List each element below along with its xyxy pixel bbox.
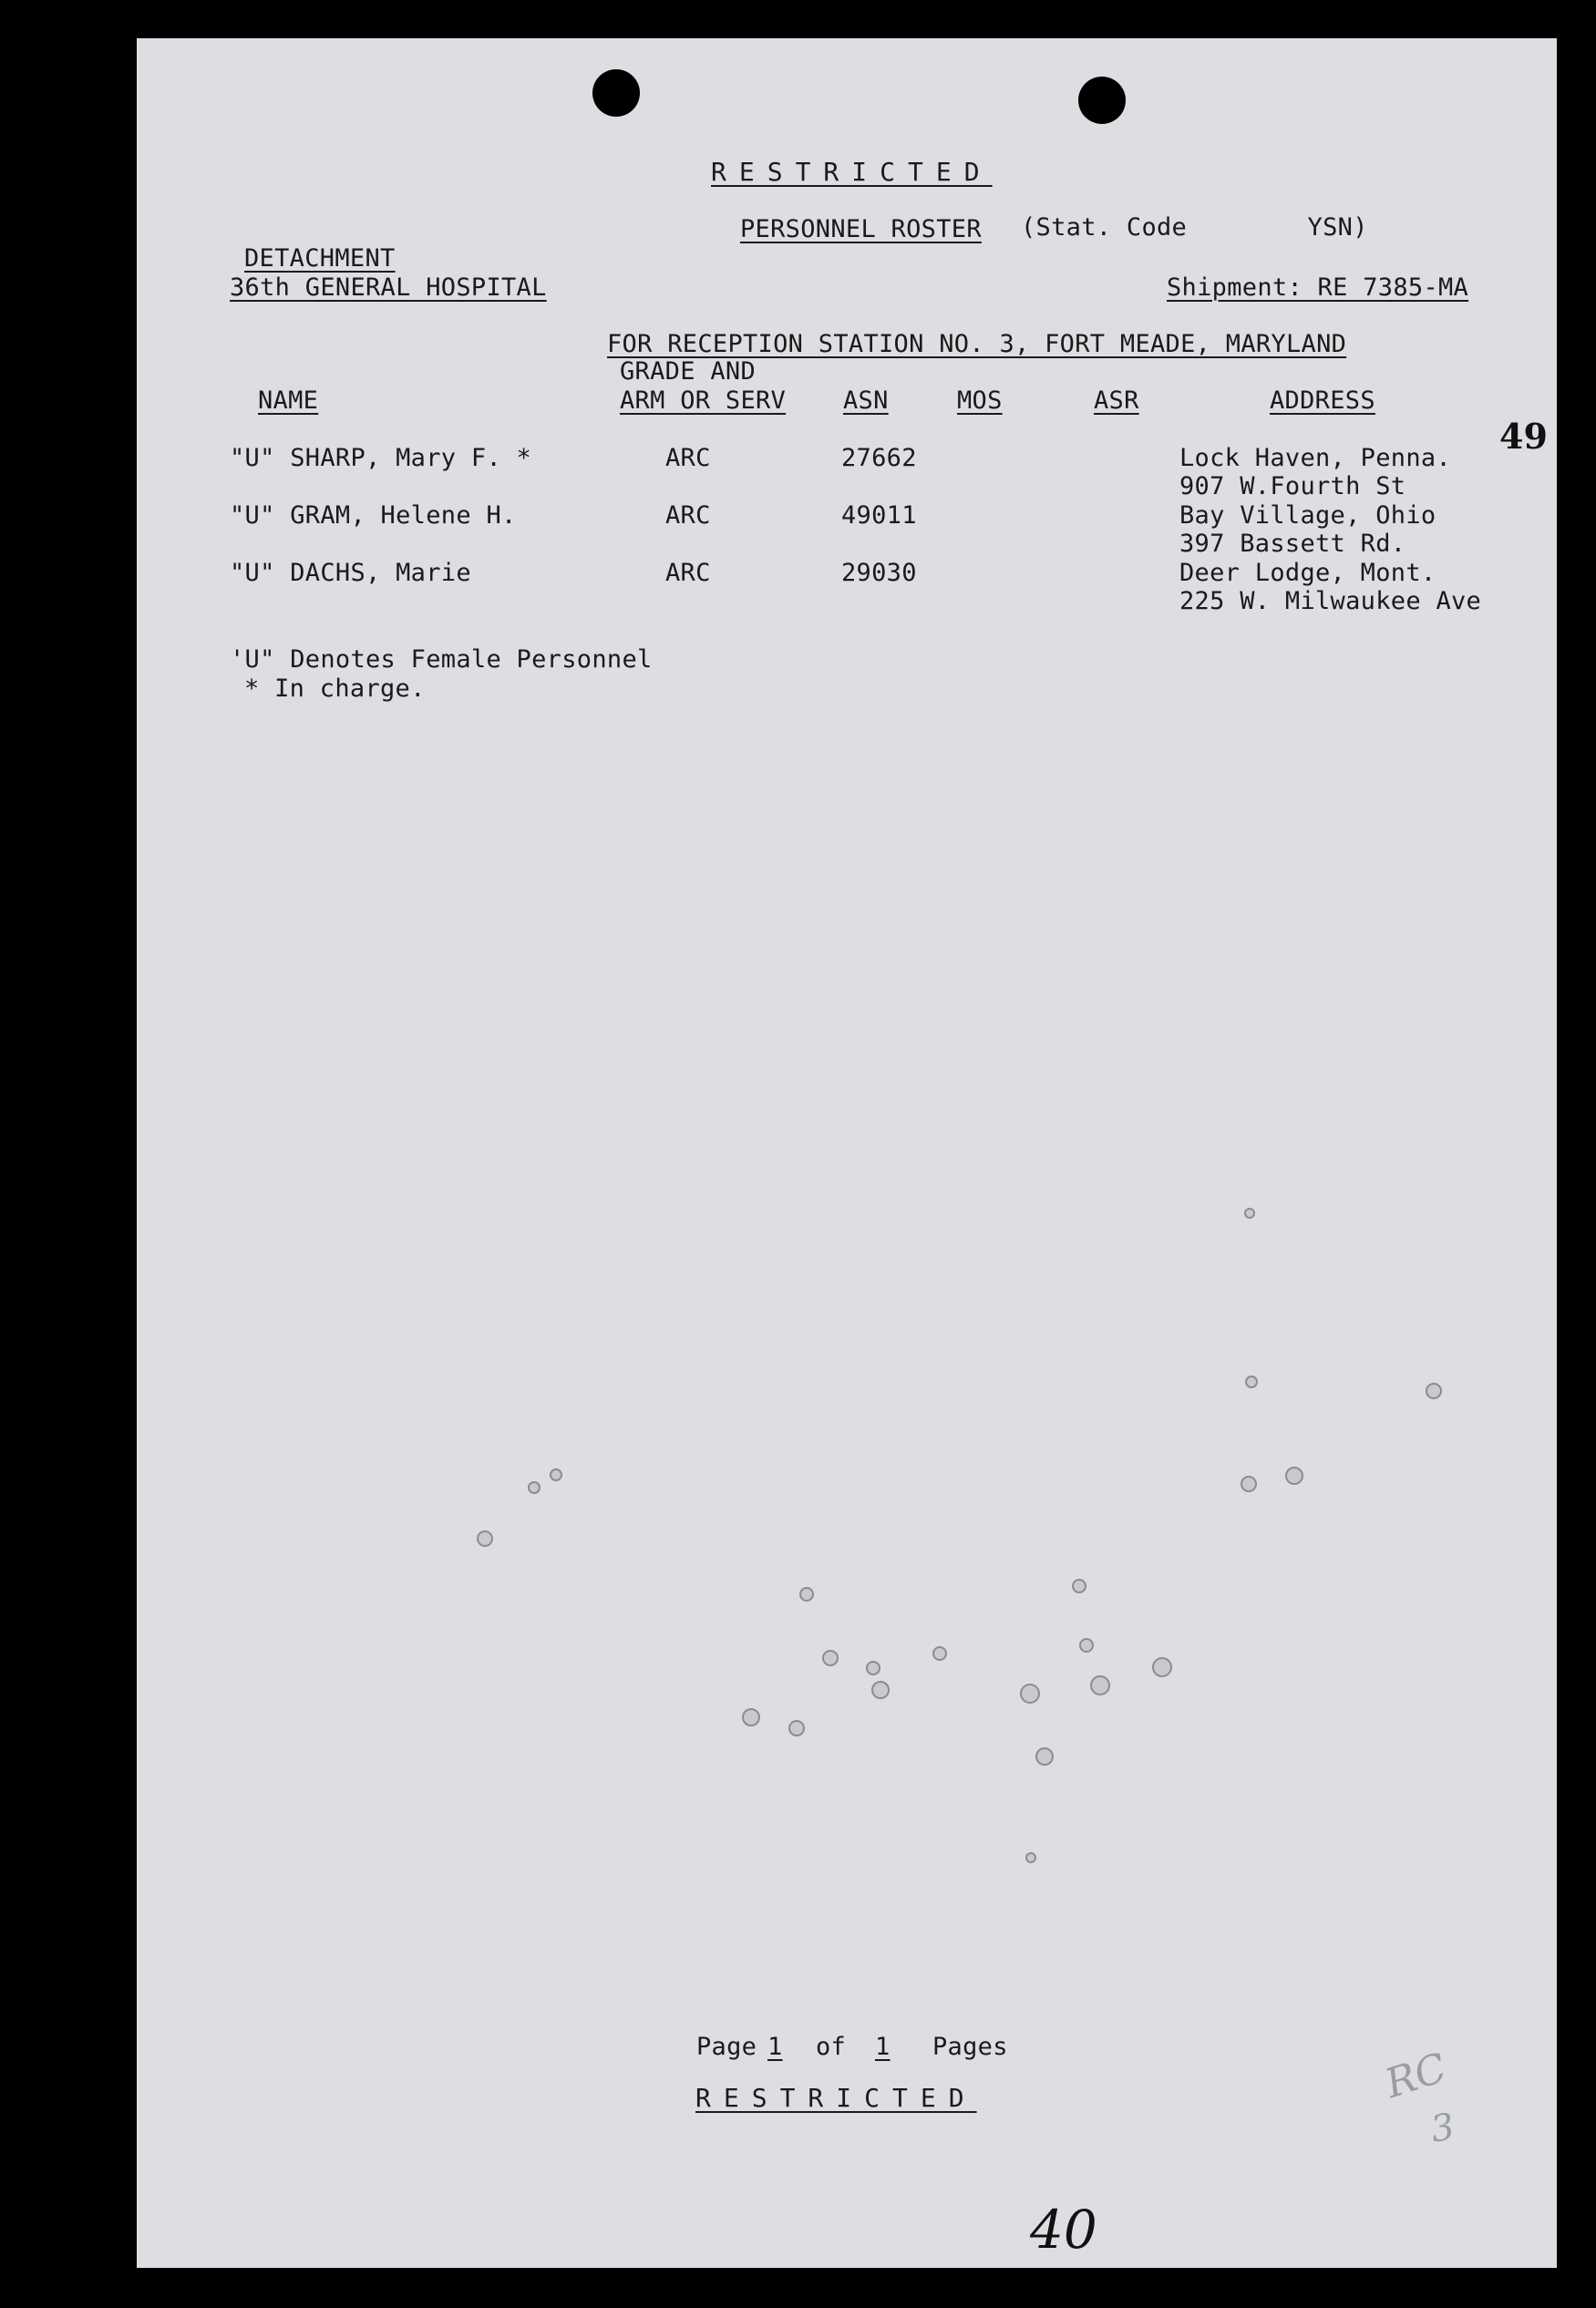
speck — [1426, 1383, 1442, 1399]
classification-bottom: RESTRICTED — [695, 2083, 977, 2113]
row3-asn: 29030 — [841, 559, 917, 587]
row1-name: "U" SHARP, Mary F. * — [230, 444, 532, 472]
handwritten-number: 40 — [1030, 2199, 1097, 2261]
speck — [1025, 1852, 1036, 1863]
speck — [1035, 1747, 1054, 1766]
speck — [1244, 1208, 1255, 1219]
speck — [822, 1650, 839, 1666]
speck — [1090, 1675, 1110, 1695]
punch-hole-right — [1078, 77, 1126, 124]
speck — [477, 1530, 493, 1547]
row2-grade: ARC — [665, 501, 711, 530]
speck — [550, 1468, 562, 1481]
row2-name: "U" GRAM, Helene H. — [230, 501, 517, 530]
of-label: of — [816, 2033, 847, 2061]
speck — [528, 1481, 541, 1494]
row3-name: "U" DACHS, Marie — [230, 559, 471, 587]
speck — [799, 1587, 814, 1602]
row1-asn: 27662 — [841, 444, 917, 472]
page-number: 1 — [767, 2033, 783, 2061]
speck — [1241, 1476, 1257, 1492]
speck — [1152, 1657, 1172, 1677]
col-name: NAME — [258, 386, 319, 415]
pencil-note-line2: 3 — [1427, 2106, 1458, 2151]
pages-label: Pages — [932, 2033, 1008, 2061]
row3-grade: ARC — [665, 559, 711, 587]
destination: FOR RECEPTION STATION NO. 3, FORT MEADE, MARYLAND — [607, 330, 1347, 358]
row1-address-line1: Lock Haven, Penna. — [1179, 444, 1451, 472]
shipment-number: Shipment: RE 7385-MA — [1167, 273, 1469, 302]
page-label: Page — [696, 2033, 757, 2061]
speck — [1079, 1638, 1094, 1653]
speck — [1072, 1579, 1086, 1593]
row2-address-line2: 397 Bassett Rd. — [1179, 530, 1406, 558]
row3-address-line1: Deer Lodge, Mont. — [1179, 559, 1436, 587]
speck — [788, 1720, 805, 1736]
col-asn: ASN — [843, 386, 889, 415]
classification-top: RESTRICTED — [711, 157, 993, 187]
unit-line1: DETACHMENT — [244, 244, 396, 273]
pencil-note-line1: RC — [1379, 2044, 1453, 2108]
speck — [742, 1708, 760, 1726]
col-mos: MOS — [957, 386, 1003, 415]
row2-address-line1: Bay Village, Ohio — [1179, 501, 1436, 530]
stat-code: (Stat. Code YSN) — [1021, 213, 1368, 242]
col-grade-line2: ARM OR SERV — [620, 386, 787, 415]
row1-address-line2: 907 W.Fourth St — [1179, 472, 1406, 500]
col-grade-line1: GRADE AND — [620, 357, 756, 386]
document-page — [137, 38, 1557, 2268]
col-address: ADDRESS — [1270, 386, 1375, 415]
col-asr: ASR — [1094, 386, 1139, 415]
punch-hole-left — [592, 69, 640, 117]
document-title: PERSONNEL ROSTER — [740, 215, 982, 243]
speck — [932, 1646, 947, 1661]
page-total: 1 — [875, 2033, 891, 2061]
unit-line2: 36th GENERAL HOSPITAL — [230, 273, 547, 302]
speck — [1245, 1376, 1258, 1388]
speck — [871, 1681, 890, 1699]
note-in-charge: * In charge. — [244, 675, 426, 703]
margin-page-number: 49 — [1499, 416, 1548, 457]
row2-asn: 49011 — [841, 501, 917, 530]
row1-grade: ARC — [665, 444, 711, 472]
speck — [1020, 1684, 1040, 1704]
row3-address-line2: 225 W. Milwaukee Ave — [1179, 587, 1482, 615]
speck — [866, 1661, 880, 1675]
speck — [1285, 1467, 1303, 1485]
note-female-personnel: 'U" Denotes Female Personnel — [230, 645, 653, 674]
